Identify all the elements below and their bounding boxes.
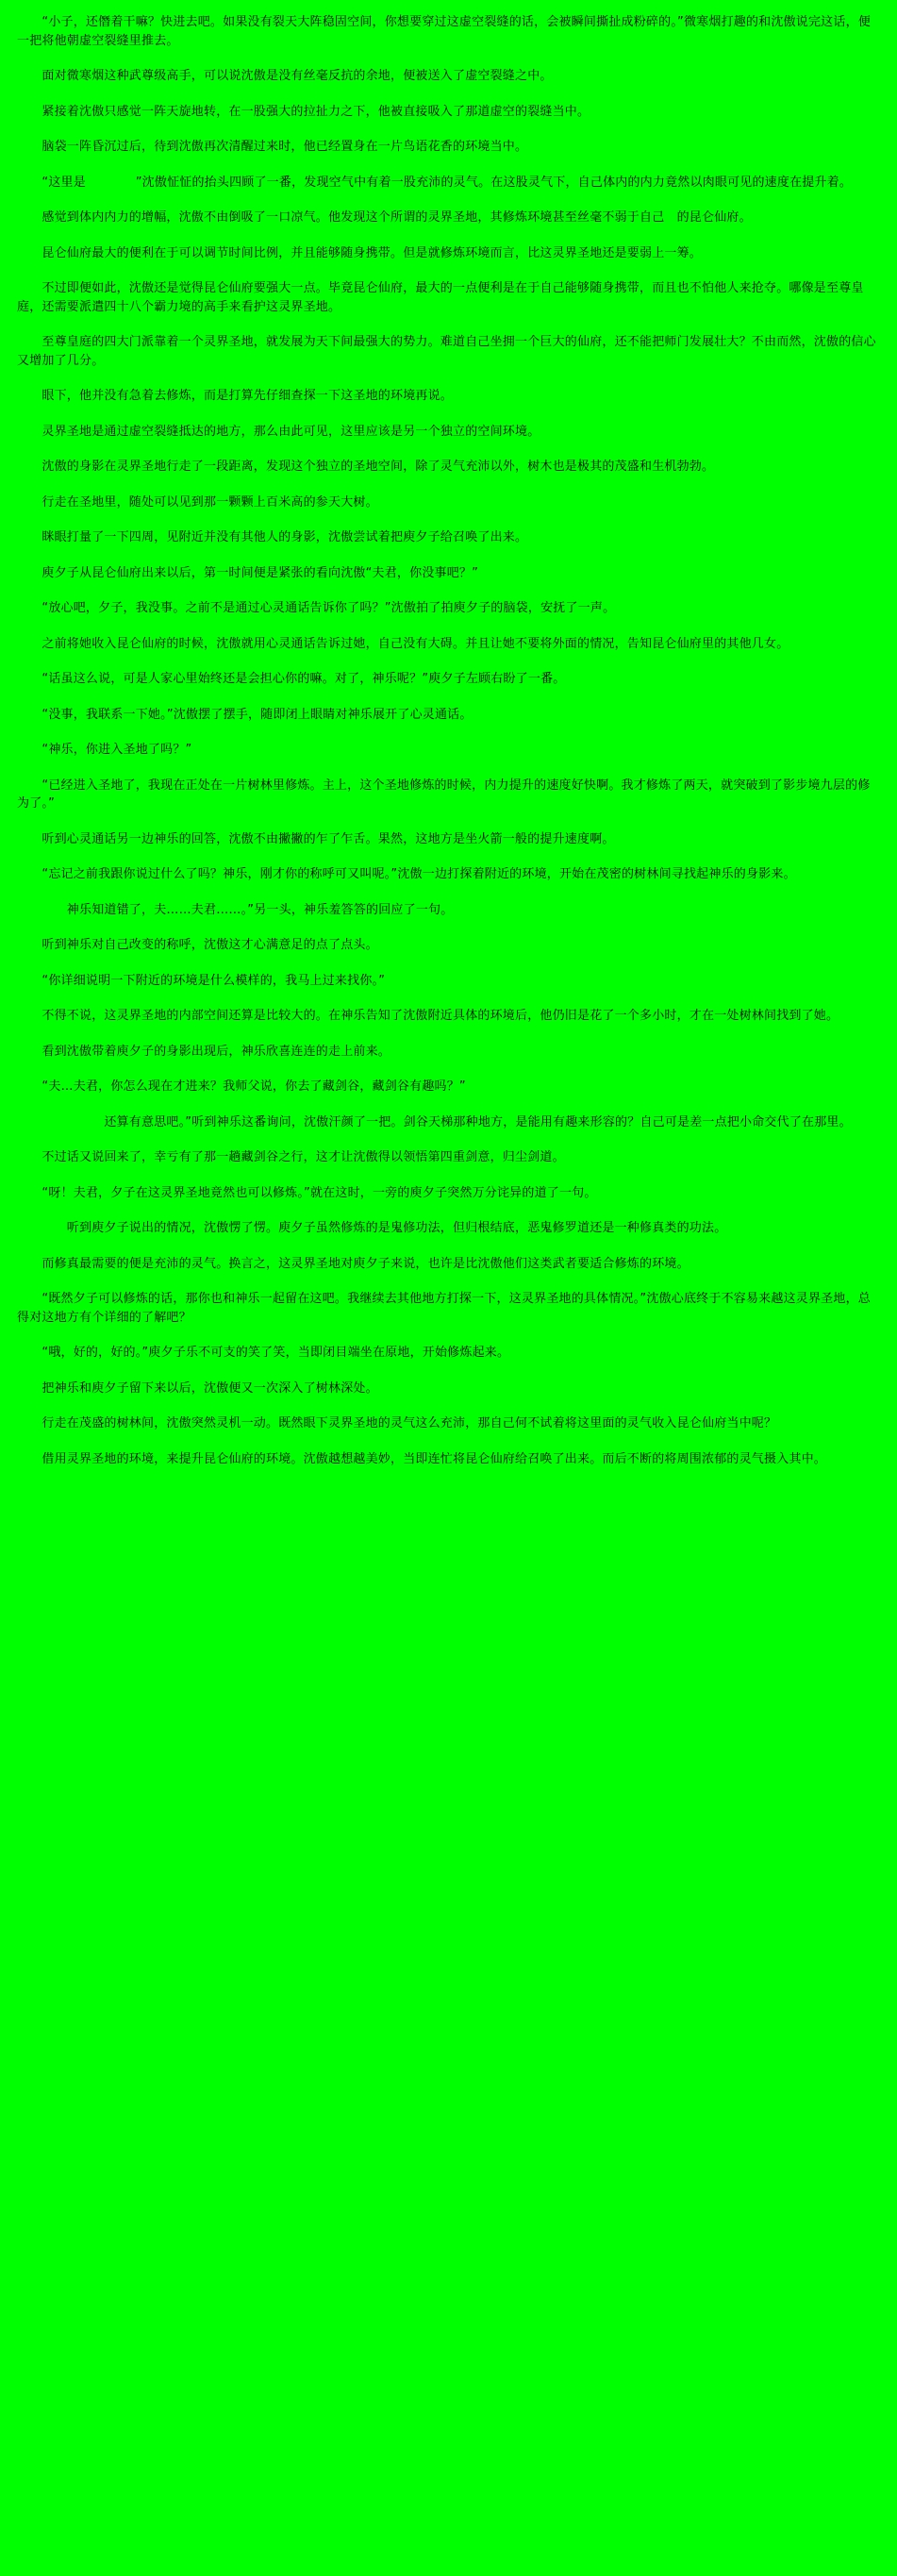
paragraph: “神乐，你进入圣地了吗？” — [17, 743, 192, 757]
paragraph: 不过话又说回来了，幸亏有了那一趟藏剑谷之行，这才让沈傲得以领悟第四重剑意，归尘剑道。 — [17, 1150, 565, 1164]
paragraph: 面对微寒烟这种武尊级高手，可以说沈傲是没有丝毫反抗的余地，便被送入了虚空裂缝之中。 — [17, 69, 553, 83]
paragraph: 听到庾夕子说出的情况，沈傲愣了愣。庾夕子虽然修炼的是鬼修功法，但归根结底，恶鬼修罗道还是一种修真类的功法。 — [17, 1221, 727, 1235]
paragraph: “忘记之前我跟你说过什么了吗？神乐，刚才你的称呼可又叫呢。”沈傲一边打探着附近的环境，开始在茂密的树林间寻找起神乐的身影来。 — [17, 867, 796, 881]
paragraph: “既然夕子可以修炼的话，那你也和神乐一起留在这吧。我继续去其他地方打探一下，这灵界圣地的具体情况。”沈傲心底终于不容易来越这灵界圣地，总得对这地方有个详细的了解吧？ — [17, 1292, 871, 1325]
paragraph: 不过即便如此，沈傲还是觉得昆仑仙府要强大一点。毕竟昆仑仙府，最大的一点便利是在于自己能够随身携带，而且也不怕他人来抢夺。哪像是至尊皇庭，还需要派遣四十八个霸力境的高手来看护这灵界圣地。 — [17, 281, 864, 314]
paragraph: 灵界圣地是通过虚空裂缝抵达的地方，那么由此可见，这里应该是另一个独立的空间环境。 — [17, 424, 540, 439]
paragraph: 还算有意思吧。”听到神乐这番询问，沈傲汗颜了一把。剑谷天梯那种地方，是能用有趣来形容的？自己可是差一点把小命交代了在那里。 — [17, 1114, 852, 1129]
paragraph: 之前将她收入昆仑仙府的时候，沈傲就用心灵通话告诉过她，自己没有大碍。并且让她不要将外面的情况，告知昆仑仙府里的其他几女。 — [17, 636, 789, 651]
paragraph: “没事，我联系一下她。”沈傲摆了摆手，随即闭上眼睛对神乐展开了心灵通话。 — [17, 707, 473, 722]
paragraph: “放心吧，夕子，我没事。之前不是通过心灵通话告诉你了吗？”沈傲拍了拍庾夕子的脑袋，安抚了一声。 — [17, 601, 616, 615]
paragraph: “呀！夫君，夕子在这灵界圣地竟然也可以修炼。”就在这时，一旁的庾夕子突然万分诧异的道了一句。 — [17, 1185, 597, 1200]
paragraph: 昆仑仙府最大的便利在于可以调节时间比例，并且能够随身携带。但是就修炼环境而言，比这灵界圣地还是要弱上一筹。 — [17, 245, 703, 260]
paragraph: 看到沈傲带着庾夕子的身影出现后，神乐欣喜连连的走上前来。 — [17, 1044, 391, 1059]
paragraph: 听到神乐对自己改变的称呼，沈傲这才心满意足的点了点头。 — [17, 938, 378, 952]
paragraph: “已经进入圣地了，我现在正处在一片树林里修炼。主上，这个圣地修炼的时候，内力提升的速度好快啊。我才修炼了两天，就突破到了影步境九层的修为了。” — [17, 778, 871, 811]
paragraph: 而修真最需要的便是充沛的灵气。换言之，这灵界圣地对庾夕子来说，也许是比沈傲他们这类武者要适合修炼的环境。 — [17, 1256, 689, 1271]
paragraph: 眯眼打量了一下四周，见附近并没有其他人的身影，沈傲尝试着把庾夕子给召唤了出来。 — [17, 530, 528, 544]
paragraph: 行走在圣地里，随处可以见到那一颗颗上百米高的参天大树。 — [17, 494, 378, 510]
paragraph: 紧接着沈傲只感觉一阵天旋地转，在一股强大的拉扯力之下，他被直接吸入了那道虚空的裂缝当中。 — [17, 104, 590, 119]
paragraph: 把神乐和庾夕子留下来以后，沈傲便又一次深入了树林深处。 — [17, 1380, 378, 1396]
paragraph: “你详细说明一下附近的环境是什么模样的，我马上过来找你。” — [17, 973, 386, 988]
paragraph: “哦，好的，好的。”庾夕子乐不可支的笑了笑，当即闭目端坐在原地，开始修炼起来。 — [17, 1346, 510, 1360]
paragraph: 听到心灵通话另一边神乐的回答，沈傲不由撇撇的乍了乍舌。果然，这地方是坐火箭一般的提升速度啊。 — [17, 831, 615, 846]
paragraph: 行走在茂盛的树林间，沈傲突然灵机一动。既然眼下灵界圣地的灵气这么充沛，那自己何不试着将这里面的灵气收入昆仑仙府当中呢？ — [17, 1416, 777, 1430]
paragraph: 眼下，他并没有急着去修炼，而是打算先仔细查探一下这圣地的环境再说。 — [17, 389, 454, 403]
paragraph: “话虽这么说，可是人家心里始终还是会担心你的嘛。对了，神乐呢？”庾夕子左顾右盼了一番。 — [17, 672, 566, 686]
paragraph: 庾夕子从昆仑仙府出来以后，第一时间便是紧张的看向沈傲“夫君，你没事吧？” — [17, 565, 479, 580]
paragraph: 神乐知道错了，夫……夫君……。”另一头，神乐羞答答的回应了一句。 — [17, 902, 454, 917]
paragraph: 至尊皇庭的四大门派靠着一个灵界圣地，就发展为天下间最强大的势力。难道自己坐拥一个巨大的仙府，还不能把师门发展壮大？不由而然，沈傲的信心又增加了几分。 — [17, 335, 876, 368]
paragraph: 脑袋一阵昏沉过后，待到沈傲再次清醒过来时，他已经置身在一片鸟语花香的环境当中。 — [17, 140, 528, 154]
paragraph: 沈傲的身影在灵界圣地行走了一段距离，发现这个独立的圣地空间，除了灵气充沛以外，树木也是极其的茂盛和生机勃勃。 — [17, 460, 715, 474]
paragraph: “这里是 ”沈傲怔怔的抬头四顾了一番，发现空气中有着一股充沛的灵气。在这股灵气下，自己体内的内力竟然以肉眼可见的速度在提升着。 — [17, 175, 853, 190]
paragraph: 感觉到体内内力的增幅，沈傲不由倒吸了一口凉气。他发现这个所谓的灵界圣地，其修炼环境甚至丝毫不弱于自己 的昆仑仙府。 — [17, 210, 752, 225]
paragraph: “小子，还僭着干嘛？快进去吧。如果没有裂天大阵稳固空间，你想要穿过这虚空裂缝的话，会被瞬间撕扯成粉碎的。”微寒烟打趣的和沈傲说完这话，便一把将他朝虚空裂缝里推去。 — [17, 15, 871, 48]
paragraph: “夫…夫君，你怎么现在才进来？我师父说，你去了藏剑谷，藏剑谷有趣吗？” — [17, 1079, 466, 1094]
paragraph: 借用灵界圣地的环境，来提升昆仑仙府的环境。沈傲越想越美妙，当即连忙将昆仑仙府给召唤了出来。而后不断的将周围浓郁的灵气摄入其中。 — [17, 1451, 827, 1466]
paragraph: 不得不说，这灵界圣地的内部空间还算是比较大的。在神乐告知了沈傲附近具体的环境后，他仍旧是花了一个多小时，才在一处树林间找到了她。 — [17, 1009, 839, 1023]
